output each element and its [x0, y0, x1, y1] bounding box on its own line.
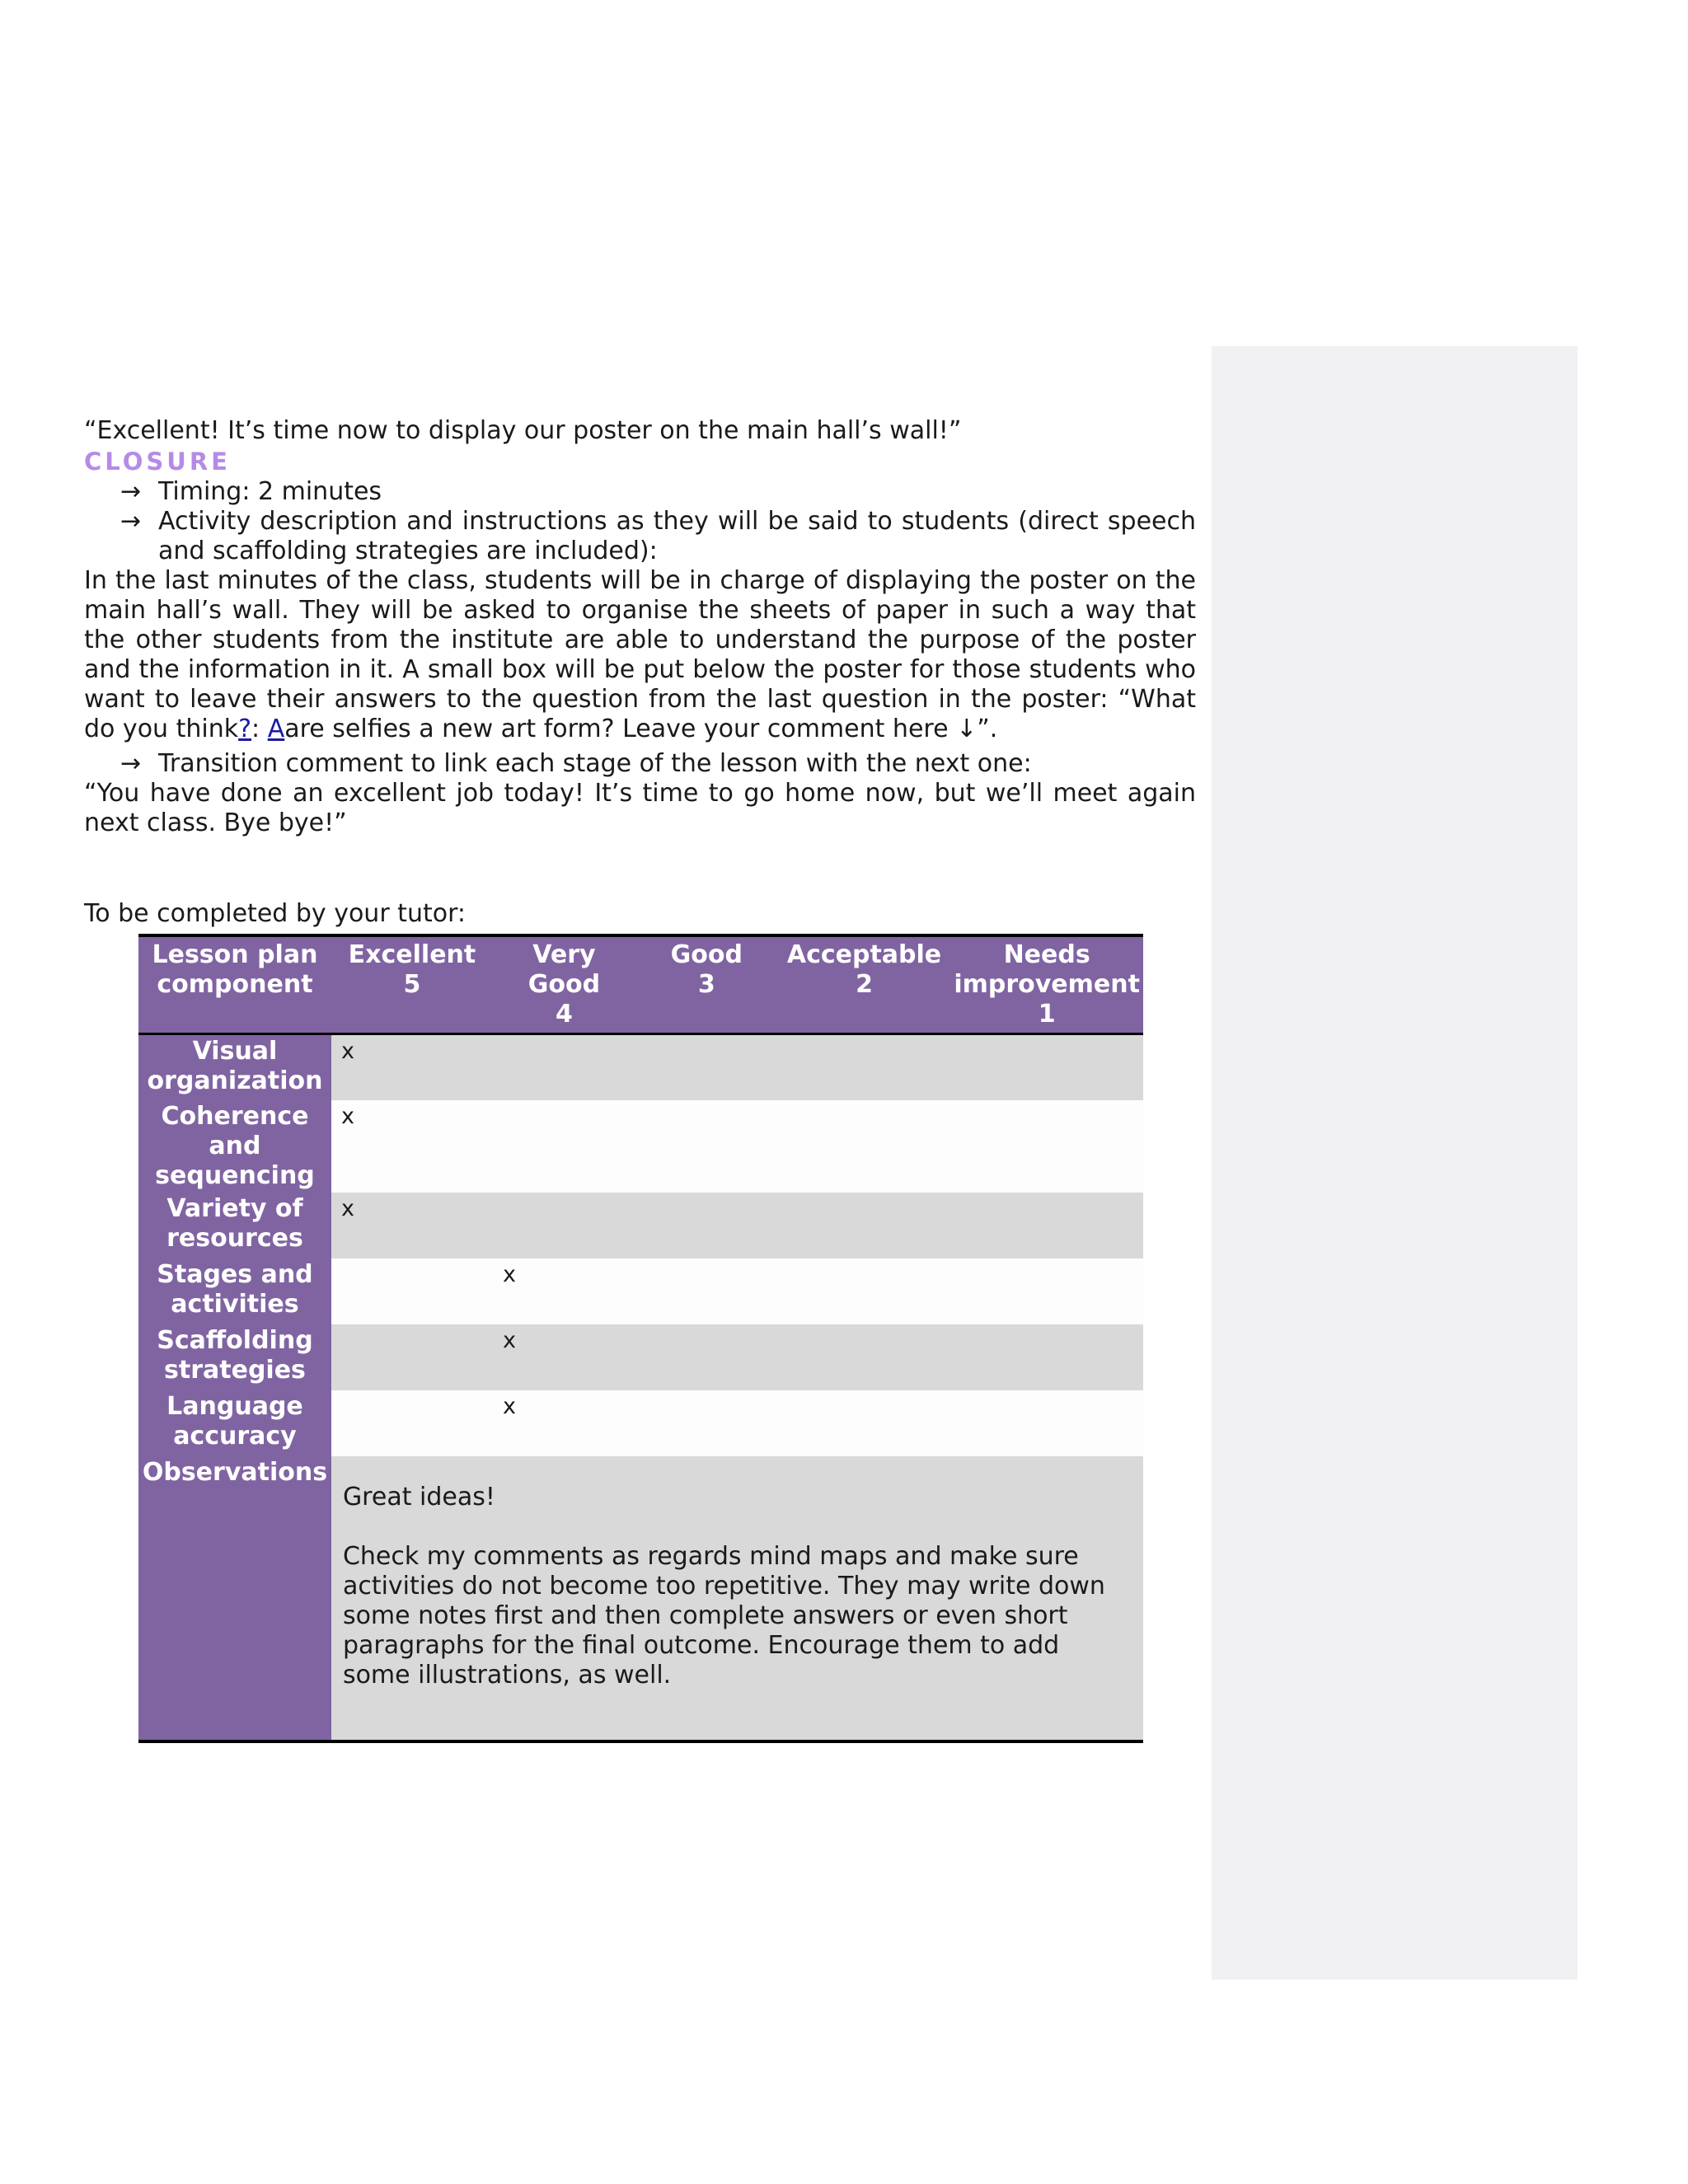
row-label: Language accuracy: [138, 1390, 331, 1456]
bullet-text: Timing: 2 minutes: [158, 477, 382, 506]
rating-cell: [331, 1258, 493, 1324]
rating-cell: x: [331, 1034, 493, 1100]
bullet-transition: [84, 749, 1196, 779]
observations-label: Observations: [138, 1456, 331, 1741]
observations-row: [138, 1456, 1143, 1741]
arrow-icon: →: [120, 507, 142, 536]
table-row: [138, 1034, 1143, 1100]
closure-paragraph: [84, 566, 1196, 744]
observations-line: Great ideas!: [342, 1482, 495, 1511]
rating-cell: [778, 1100, 951, 1193]
rating-cell: x: [331, 1193, 493, 1258]
comment-link[interactable]: ?: [238, 715, 252, 743]
rating-cell: [950, 1034, 1143, 1100]
table-row: [138, 1390, 1143, 1456]
rating-cell: [778, 1390, 951, 1456]
header-excellent: Excellent 5: [331, 935, 493, 1034]
rating-cell: x: [331, 1100, 493, 1193]
rating-cell: [950, 1193, 1143, 1258]
row-label: Scaffolding strategies: [138, 1324, 331, 1390]
observations-line: Check my comments as regards mind maps and make sure activities do not become too repetitive. They may write down some notes first and then complete answers or even short paragraphs for the final outcome. Encourage them to add some illustrations, as well.: [342, 1541, 1105, 1690]
rating-cell: [493, 1034, 635, 1100]
bullet-text: Activity description and instructions as they will be said to students (direct speech and scaffolding strategies are included):: [158, 507, 1196, 565]
header-needs-improvement: Needs improvement 1: [950, 935, 1143, 1034]
arrow-icon: →: [120, 749, 142, 778]
observations-text: [331, 1456, 1143, 1741]
rating-cell: [493, 1193, 635, 1258]
table-row: [138, 1100, 1143, 1193]
table-header-row: [138, 935, 1143, 1034]
header-very-good: Very Good 4: [493, 935, 635, 1034]
bullet-timing: [84, 477, 1196, 507]
paragraph-main: In the last minutes of the class, students will be in charge of displaying the poster on the main hall’s wall. They will be asked to organise the sheets of paper in such a way that the other students from the institute are able to understand the purpose of the poster and the information in it. A small box will be put below the poster for those students who want to leave their answers to the question from the last question in the poster: “What do you think: [84, 566, 1196, 743]
rating-cell: x: [493, 1390, 635, 1456]
row-label: Coherence and sequencing: [138, 1100, 331, 1193]
rating-cell: [331, 1324, 493, 1390]
rating-cell: x: [493, 1324, 635, 1390]
table-row: [138, 1258, 1143, 1324]
rating-cell: [635, 1034, 778, 1100]
row-label: Stages and activities: [138, 1258, 331, 1324]
rating-cell: [950, 1390, 1143, 1456]
table-row: [138, 1193, 1143, 1258]
header-good: Good 3: [635, 935, 778, 1034]
rating-cell: [635, 1324, 778, 1390]
header-component: Lesson plan component: [138, 935, 331, 1034]
rating-cell: [778, 1034, 951, 1100]
rating-cell: [778, 1193, 951, 1258]
rating-cell: [950, 1324, 1143, 1390]
rating-cell: [635, 1258, 778, 1324]
header-acceptable: Acceptable 2: [778, 935, 951, 1034]
bullet-activity: [84, 507, 1196, 566]
evaluation-table: [138, 934, 1143, 1743]
row-label: Visual organization: [138, 1034, 331, 1100]
rating-cell: [493, 1100, 635, 1193]
closing-quote: “You have done an excellent job today! It’s time to go home now, but we’ll meet again next class. Bye bye!”: [84, 779, 1196, 837]
rating-cell: x: [493, 1258, 635, 1324]
table-row: [138, 1324, 1143, 1390]
paragraph-tail: are selfies a new art form? Leave your comment here ↓”.: [284, 715, 998, 743]
bullet-text: Transition comment to link each stage of the lesson with the next one:: [158, 749, 1032, 778]
paragraph-colon: :: [251, 715, 268, 743]
rating-cell: [635, 1390, 778, 1456]
rating-cell: [635, 1100, 778, 1193]
tutor-label: To be completed by your tutor:: [84, 899, 466, 928]
intro-quote: “Excellent! It’s time now to display our poster on the main hall’s wall!”: [84, 416, 962, 445]
rating-cell: [950, 1100, 1143, 1193]
arrow-icon: →: [120, 477, 142, 506]
rating-cell: [950, 1258, 1143, 1324]
rating-cell: [778, 1324, 951, 1390]
rating-cell: [778, 1258, 951, 1324]
section-heading: CLOSURE: [84, 448, 231, 476]
document-body: [84, 416, 1196, 929]
comment-link[interactable]: A: [267, 715, 285, 743]
rating-cell: [331, 1390, 493, 1456]
rating-cell: [635, 1193, 778, 1258]
comment-pane: [1212, 346, 1578, 1980]
row-label: Variety of resources: [138, 1193, 331, 1258]
